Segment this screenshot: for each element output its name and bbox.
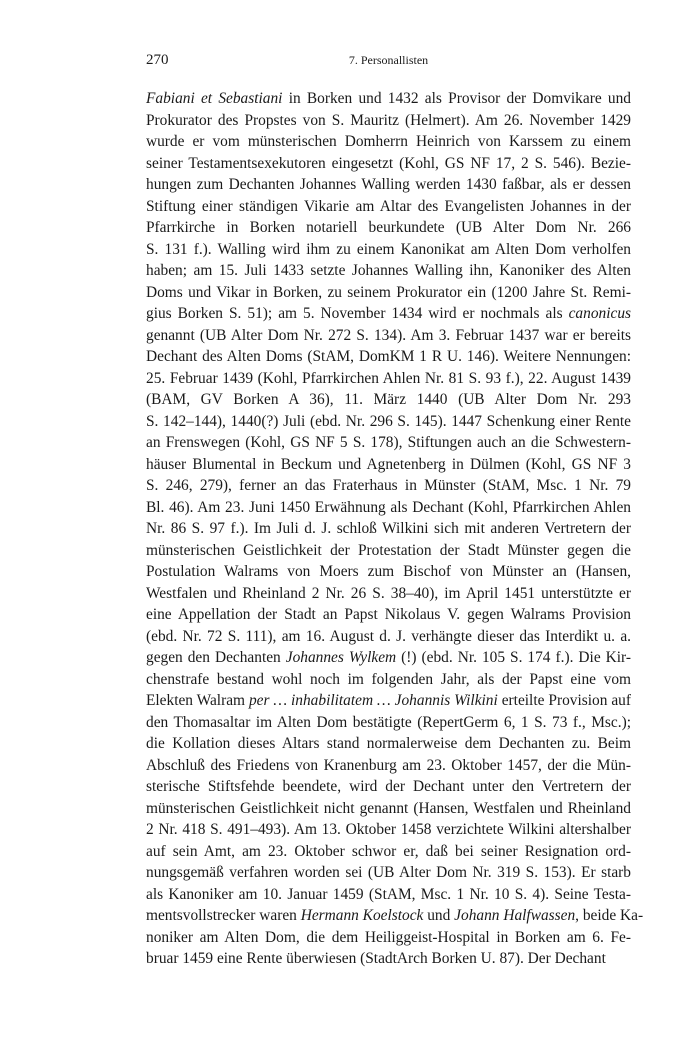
- text-segment: erteilte Provision auf: [497, 692, 631, 709]
- text-line: [146, 712, 631, 734]
- text-segment: Postulation Walrams von Moers zum Bischof von Münster an (Hansen,: [146, 563, 631, 580]
- text-segment: haben; am 15. Juli 1433 setzte Johannes Walling ihn, Kanoniker des Alten: [146, 262, 631, 279]
- text-line: [146, 346, 631, 368]
- text-segment: Westfalen und Rheinland 2 Nr. 26 S. 38–40), im April 1451 unterstützte er: [146, 584, 631, 602]
- text-line: [146, 217, 631, 239]
- text-segment: gius Borken S. 51); am 5. November 1434 wird er nochmals als: [146, 305, 569, 322]
- text-line: [146, 604, 631, 626]
- text-segment: die Kollation dieses Altars stand normalerweise dem Dechanten zu. Beim: [146, 735, 631, 752]
- text-segment: münsterischen Geistlichkeit nicht genannt (Hansen, Westfalen und Rheinland: [146, 799, 631, 817]
- text-segment: chenstrafe bestand wohl noch im folgenden Jahr, als der Papst eine vom: [146, 670, 631, 688]
- page-number: 270: [146, 52, 169, 68]
- text-line: [146, 776, 631, 798]
- text-line: [146, 905, 644, 927]
- text-line: [146, 862, 631, 884]
- text-segment: wurde er vom münsterischen Domherrn Heinrich von Karssem zu einem: [146, 133, 631, 150]
- text-line: [146, 497, 631, 519]
- text-segment: (!) (ebd. Nr. 105 S. 174 f.). Die Kir-: [396, 649, 631, 666]
- italic-text: Johann Halfwassen: [454, 907, 576, 924]
- text-segment: sterische Stiftsfehde beendete, wird der Dechant unter den Vertretern der: [146, 778, 631, 795]
- text-line: [146, 884, 631, 906]
- text-segment: hungen zum Dechanten Johannes Walling werden 1430 faßbar, als er dessen: [146, 176, 631, 193]
- text-segment: und: [423, 907, 455, 924]
- text-segment: Pfarrkirche in Borken notariell beurkundete (UB Alter Dom Nr. 266: [146, 219, 631, 236]
- text-line: [146, 798, 631, 820]
- text-segment: den Thomasaltar im Alten Dom bestätigte (RepertGerm 6, 1 S. 73 f., Msc.);: [146, 713, 631, 731]
- text-line: [146, 647, 631, 669]
- italic-text: per … inhabilitatem … Johannis Wilkini: [248, 692, 498, 709]
- text-line: [146, 841, 631, 863]
- text-segment: Dechant des Alten Doms (StAM, DomKM 1 R U. 146). Weitere Nennungen:: [146, 348, 631, 365]
- running-head: 7. Personallisten: [348, 53, 429, 67]
- text-line: [146, 368, 631, 390]
- text-line: [146, 239, 631, 261]
- text-line: [146, 325, 631, 347]
- text-line: [146, 411, 631, 433]
- text-line: [146, 561, 631, 583]
- text-segment: Prokurator des Propstes von S. Mauritz (Helmert). Am 26. November 1429: [146, 111, 631, 129]
- text-line: [146, 626, 631, 648]
- text-segment: Nr. 86 S. 97 f.). Im Juli d. J. schloß Wilkini sich mit anderen Vertretern der: [146, 520, 631, 537]
- text-line: [146, 690, 631, 712]
- text-segment: Doms und Vikar in Borken, zu seinem Prokurator ein (1200 Jahre St. Remi-: [146, 283, 631, 301]
- text-line: [146, 669, 631, 691]
- text-segment: S. 142–144), 1440(?) Juli (ebd. Nr. 296 S. 145). 1447 Schenkung einer Rente: [146, 412, 631, 430]
- text-line: [146, 819, 631, 841]
- text-line: [146, 260, 631, 282]
- text-line: [146, 389, 631, 411]
- text-line: [146, 927, 631, 949]
- text-segment: an Frenswegen (Kohl, GS NF 5 S. 178), Stiftungen auch an die Schwestern-: [146, 434, 631, 451]
- text-segment: als Kanoniker am 10. Januar 1459 (StAM, Msc. 1 Nr. 10 S. 4). Seine Testa-: [146, 885, 631, 903]
- text-line: [146, 174, 631, 196]
- text-line: [146, 540, 631, 562]
- text-line: [146, 733, 631, 755]
- text-segment: 25. Februar 1439 (Kohl, Pfarrkirchen Ahlen Nr. 81 S. 93 f.), 22. August 1439: [146, 369, 631, 387]
- text-segment: noniker am Alten Dom, die dem Heiliggeist-Hospital in Borken am 6. Fe-: [146, 928, 631, 946]
- text-segment: S. 246, 279), ferner an das Fraterhaus in Münster (StAM, Msc. 1 Nr. 79: [146, 477, 631, 494]
- text-segment: nungsgemäß verfahren worden sei (UB Alter Dom Nr. 319 S. 153). Er starb: [146, 864, 631, 881]
- text-line: [146, 196, 631, 218]
- text-segment: münsterischen Geistlichkeit der Protestation der Stadt Münster gegen die: [146, 541, 631, 559]
- text-segment: Stiftung einer ständigen Vikarie am Altar des Evangelisten Johannes in der: [146, 197, 631, 215]
- text-segment: Bl. 46). Am 23. Juni 1450 Erwähnung als Dechant (Kohl, Pfarrkirchen Ahlen: [146, 498, 631, 516]
- italic-text: Fabiani et Sebastiani: [146, 90, 283, 107]
- text-segment: häuser Blumental in Beckum und Agnetenberg in Dülmen (Kohl, GS NF 3: [146, 455, 631, 473]
- text-line: [146, 454, 631, 476]
- text-segment: , beide Ka-: [575, 907, 644, 924]
- body-text: [146, 88, 644, 970]
- text-segment: auf sein Amt, am 23. Oktober schwor er, daß bei seiner Resignation ord-: [146, 842, 631, 860]
- text-line: [146, 153, 631, 175]
- text-line: [146, 432, 631, 454]
- text-segment: genannt (UB Alter Dom Nr. 272 S. 134). Am 3. Februar 1437 war er bereits: [146, 326, 631, 344]
- text-segment: mentsvollstrecker waren: [146, 907, 301, 924]
- text-segment: seiner Testamentsexekutoren eingesetzt (Kohl, GS NF 17, 2 S. 546). Bezie-: [146, 154, 631, 172]
- text-segment: Elekten Walram: [146, 692, 249, 709]
- text-line: [146, 583, 631, 605]
- text-segment: in Borken und 1432 als Provisor der Domvikare und: [282, 90, 631, 107]
- italic-text: Hermann Koelstock: [300, 907, 424, 924]
- text-segment: (BAM, GV Borken A 36), 11. März 1440 (UB Alter Dom Nr. 293: [146, 391, 631, 408]
- text-segment: Abschluß des Friedens von Kranenburg am 23. Oktober 1457, der die Mün-: [146, 756, 631, 774]
- text-line: [146, 282, 631, 304]
- italic-text: Johannes Wylkem: [285, 649, 397, 666]
- text-segment: 2 Nr. 418 S. 491–493). Am 13. Oktober 1458 verzichtete Wilkini altershalber: [146, 821, 631, 838]
- text-line: [146, 110, 631, 132]
- text-line: [146, 131, 631, 153]
- italic-text: canonicus: [568, 305, 631, 322]
- text-line: [146, 303, 631, 325]
- text-line: [146, 88, 631, 110]
- text-segment: (ebd. Nr. 72 S. 111), am 16. August d. J. verhängte dieser das Interdikt u. a.: [146, 627, 631, 645]
- text-segment: S. 131 f.). Walling wird ihm zu einem Kanonikat am Alten Dom verholfen: [146, 240, 631, 258]
- text-line: [146, 948, 631, 970]
- text-segment: bruar 1459 eine Rente überwiesen (StadtArch Borken U. 87). Der Dechant: [146, 950, 606, 967]
- text-segment: gegen den Dechanten: [146, 649, 286, 666]
- text-line: [146, 518, 631, 540]
- text-segment: eine Appellation der Stadt an Papst Nikolaus V. gegen Walrams Provision: [146, 606, 631, 623]
- text-line: [146, 755, 631, 777]
- text-line: [146, 475, 631, 497]
- page-header: [146, 50, 631, 74]
